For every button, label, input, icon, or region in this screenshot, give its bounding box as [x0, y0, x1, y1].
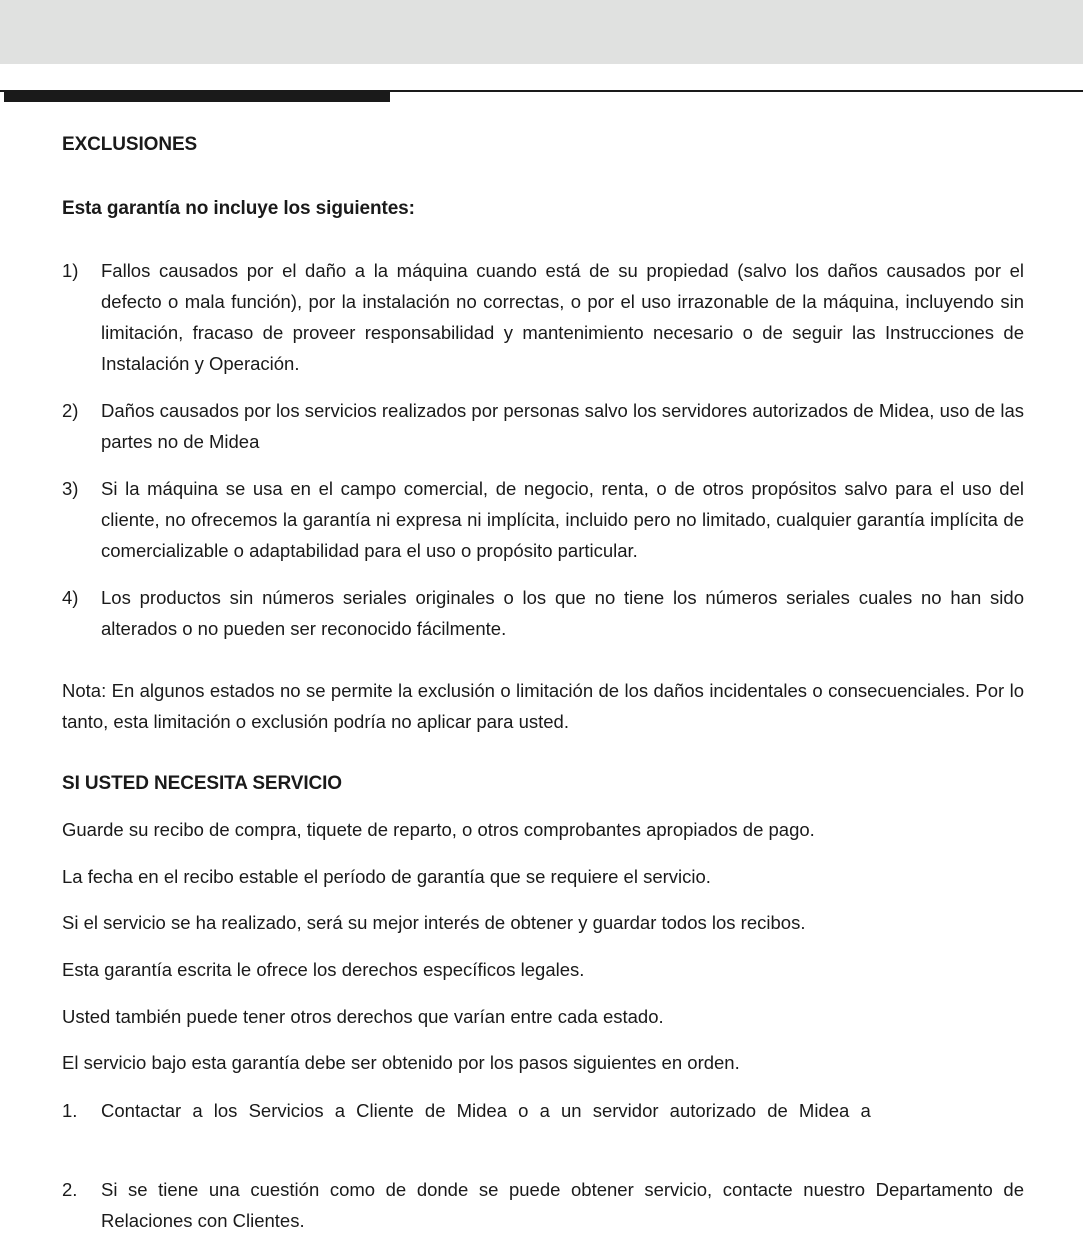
list-text: Fallos causados por el daño a la máquina cuando está de su propiedad (salvo los daños causados por el defecto o mala función), por la instalación no correctas, o por el uso irrazonable de la máquina, incluyendo sin limitación, fracaso de proveer responsabilidad y mantenimiento necesario o de seguir las Instrucciones de Instalación y Operación. [101, 260, 1024, 374]
exclusions-subheading: Esta garantía no incluye los siguientes: [62, 198, 415, 219]
step-item [62, 1095, 1024, 1126]
list-text: Si se tiene una cuestión como de donde se puede obtener servicio, contacte nuestro Departamento de Relaciones con Clientes. [101, 1179, 1024, 1231]
section-heading-service: SI USTED NECESITA SERVICIO [62, 773, 342, 794]
list-text: Si la máquina se usa en el campo comercial, de negocio, renta, o de otros propósitos salvo para el uso del cliente, no ofrecemos la garantía ni expresa ni implícita, incluido pero no limitado, cualquier garantía implícita de comercializable o adaptabilidad para el uso o propósito particular. [101, 478, 1024, 561]
list-number: 2) [62, 400, 79, 421]
list-number: 2. [62, 1179, 78, 1200]
exclusion-item [62, 395, 1024, 457]
service-line: Si el servicio se ha realizado, será su mejor interés de obtener y guardar todos los recibos. [62, 912, 806, 933]
list-text: Daños causados por los servicios realizados por personas salvo los servidores autorizados de Midea, uso de las partes no de Midea [101, 400, 1024, 452]
list-number: 4) [62, 587, 79, 608]
header-rule-accent [4, 91, 390, 102]
service-line: La fecha en el recibo estable el período de garantía que se requiere el servicio. [62, 866, 711, 887]
service-line: Guarde su recibo de compra, tiquete de reparto, o otros comprobantes apropiados de pago. [62, 819, 815, 840]
service-line: El servicio bajo esta garantía debe ser obtenido por los pasos siguientes en orden. [62, 1052, 740, 1073]
list-text: Los productos sin números seriales originales o los que no tiene los números seriales cuales no han sido alterados o no pueden ser reconocido fácilmente. [101, 587, 1024, 639]
service-line: Usted también puede tener otros derechos que varían entre cada estado. [62, 1006, 664, 1027]
exclusion-item [62, 473, 1024, 566]
service-line: Esta garantía escrita le ofrece los derechos específicos legales. [62, 959, 585, 980]
list-number: 3) [62, 478, 79, 499]
step-item [62, 1174, 1024, 1236]
header-band [0, 0, 1083, 64]
section-heading-exclusions: EXCLUSIONES [62, 134, 198, 155]
list-text: Contactar a los Servicios a Cliente de Midea o a un servidor autorizado de Midea a [101, 1100, 871, 1121]
exclusion-item [62, 582, 1024, 644]
list-number: 1. [62, 1100, 78, 1121]
list-number: 1) [62, 260, 79, 281]
exclusion-item [62, 255, 1024, 379]
note-paragraph: Nota: En algunos estados no se permite la exclusión o limitación de los daños incidentales o consecuenciales. Por lo tanto, esta limitación o exclusión podría no aplicar para usted. [62, 680, 1024, 732]
